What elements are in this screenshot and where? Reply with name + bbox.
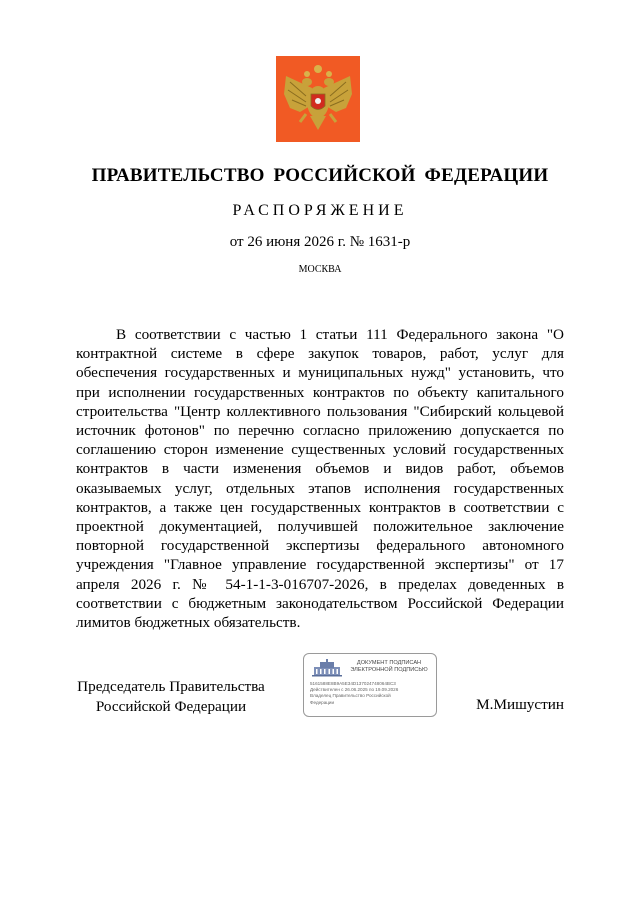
signer-title-line1: Председатель Правительства (77, 678, 265, 695)
signer-title-line2: Российской Федерации (95, 697, 247, 715)
signer-title (68, 677, 274, 716)
stamp-heading (346, 660, 432, 673)
government-building-icon (311, 659, 343, 677)
city: МОСКВА (298, 264, 342, 275)
document-type: РАСПОРЯЖЕНИЕ (232, 202, 408, 219)
stamp-certificate: 5161588E8B9A5E34D137024748064BC3 (310, 681, 396, 686)
government-title: ПРАВИТЕЛЬСТВО РОССИЙСКОЙ ФЕДЕРАЦИИ (91, 165, 549, 186)
stamp-heading-line2: ЭЛЕКТРОННОЙ ПОДПИСЬЮ (350, 666, 428, 673)
stamp-owner-line1: Владелец Правительство Российской (310, 693, 391, 699)
signer-name: М.Мишустин (476, 696, 564, 713)
document-date-number: от 26 июня 2026 г. № 1631-р (229, 234, 411, 250)
stamp-heading-line1: ДОКУМЕНТ ПОДПИСАН (356, 660, 422, 666)
stamp-validity: Действителен с 26.06.2025 по 19.09.2026 (310, 687, 399, 693)
stamp-owner-line2: Федерации (310, 699, 335, 705)
order-text: В соответствии с частью 1 статьи 111 Федерального закона "О контрактной системе в сфере закупок товаров, работ, услуг для обеспечения государственных и муниципальных нужд" установить, что при исполнении государственных контрактов по объекту капитального строительства "Центр коллективного пользования "Сибирский кольцевой источник фотонов" по перечню согласно приложению допускается по соглашению сторон изменение существенных условий государственных контрактов в части изменения объемов и видов работ, объемов оказываемых услуг, отдельных этапов исполнения государственных контрактов, а также цен государственных контрактов в соответствии с проектной документацией, получившей положительное заключение повторной государственной экспертизы федерального автономного учреждения "Главное управление государственной экспертизы" от 17 апреля 2026 г. № 54-1-1-3-016707-2026, в пределах доведенных в соответствии с бюджетным законодательством Российской Федерации лимитов бюджетных обязательств. (76, 326, 564, 632)
russian-coat-of-arms-icon (276, 56, 360, 142)
coat-of-arms-emblem (276, 56, 360, 142)
stamp-details (310, 681, 434, 706)
electronic-signature-stamp (303, 653, 437, 717)
